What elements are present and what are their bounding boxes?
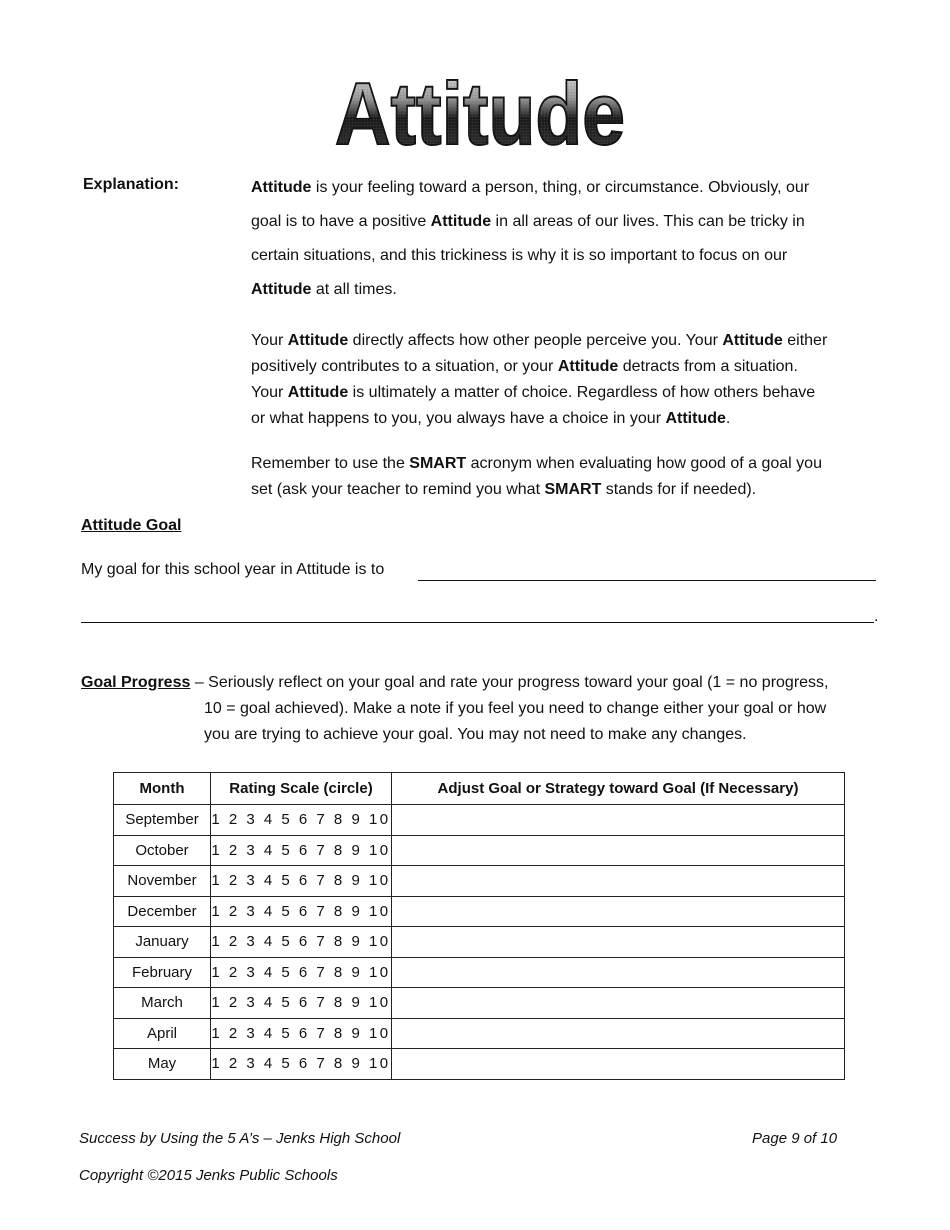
bold-term: Attitude [430,213,492,230]
goal-progress-line-3: you are trying to achieve your goal. You may not need to make any changes. [204,726,747,743]
paragraph-line [251,354,891,380]
header-rating-scale: Rating Scale (circle) [211,773,392,805]
paragraph-line [251,328,891,354]
rating-scale-cell[interactable]: 1 2 3 4 5 6 7 8 9 10 [211,805,392,836]
text-run: stands for if needed). [601,481,757,498]
month-cell: December [114,896,211,927]
rating-scale-cell[interactable]: 1 2 3 4 5 6 7 8 9 10 [211,866,392,897]
explanation-paragraph-3 [251,451,891,503]
text-run: positively contributes to a situation, or your [251,358,558,375]
rating-scale-cell[interactable]: 1 2 3 4 5 6 7 8 9 10 [211,957,392,988]
goal-answer-line-1[interactable] [418,580,876,581]
explanation-paragraph-2 [251,328,891,432]
text-run: or what happens to you, you always have a choice in your [251,410,666,427]
footer-copyright: Copyright ©2015 Jenks Public Schools [79,1167,338,1184]
text-run: set (ask your teacher to remind you what [251,481,545,498]
bold-term: Attitude [287,384,349,401]
table-row [114,866,845,897]
rating-table [113,772,845,1080]
goal-progress-line-2: 10 = goal achieved). Make a note if you feel you need to change either your goal or how [204,700,827,717]
explanation-paragraph-1 [251,171,891,307]
table-row [114,988,845,1019]
header-month: Month [114,773,211,805]
goal-end-mark: . [874,608,879,625]
adjust-goal-cell[interactable] [392,896,845,927]
bold-term: Attitude [557,358,619,375]
goal-progress-line-1: – Seriously reflect on your goal and rate your progress toward your goal (1 = no progress, [190,674,829,691]
table-row [114,1049,845,1080]
adjust-goal-cell[interactable] [392,1018,845,1049]
bold-term: Attitude [287,332,349,349]
paragraph-line [251,171,891,205]
rating-scale-cell[interactable]: 1 2 3 4 5 6 7 8 9 10 [211,835,392,866]
goal-heading: Attitude Goal [81,517,182,534]
title-wordart [330,52,630,162]
adjust-goal-cell[interactable] [392,866,845,897]
rating-scale-cell[interactable]: 1 2 3 4 5 6 7 8 9 10 [211,1049,392,1080]
bold-term: SMART [409,455,467,472]
paragraph-line [251,406,891,432]
goal-progress-instructions [81,670,891,748]
table-header-row [114,773,845,805]
footer-page-number: Page 9 of 10 [752,1130,838,1147]
text-run: acronym when evaluating how good of a goal you [466,455,822,472]
table-row [114,957,845,988]
title-graphic [330,52,630,162]
text-run: at all times. [311,281,397,298]
month-cell: November [114,866,211,897]
table-row [114,805,845,836]
table-row [114,927,845,958]
month-cell: May [114,1049,211,1080]
paragraph-line [251,273,891,307]
month-cell: April [114,1018,211,1049]
text-run: detracts from a situation. [618,358,798,375]
header-adjust-goal: Adjust Goal or Strategy toward Goal (If Necessary) [392,773,845,805]
paragraph-line [251,380,891,406]
title-text-texture: Attitude [335,64,625,162]
text-run: either [782,332,828,349]
month-cell: March [114,988,211,1019]
bold-term: Attitude [665,410,726,427]
paragraph-line [251,239,891,273]
rating-scale-cell[interactable]: 1 2 3 4 5 6 7 8 9 10 [211,927,392,958]
month-cell: January [114,927,211,958]
table-row [114,896,845,927]
table-row [114,1018,845,1049]
bold-term: Attitude [251,281,312,298]
text-run: is your feeling toward a person, thing, or circumstance. Obviously, our [311,179,810,196]
goal-answer-line-2[interactable] [81,622,874,623]
rating-scale-cell[interactable]: 1 2 3 4 5 6 7 8 9 10 [211,896,392,927]
bold-term: SMART [544,481,602,498]
adjust-goal-cell[interactable] [392,988,845,1019]
text-run: directly affects how other people perceive you. Your [348,332,723,349]
text-run: in all areas of our lives. This can be tricky in [491,213,805,230]
text-run: certain situations, and this trickiness is why it is so important to focus on our [251,247,788,264]
explanation-label: Explanation: [83,176,180,193]
adjust-goal-cell[interactable] [392,835,845,866]
text-run: Your [251,332,288,349]
rating-scale-cell[interactable]: 1 2 3 4 5 6 7 8 9 10 [211,988,392,1019]
goal-progress-label: Goal Progress [81,674,191,691]
month-cell: February [114,957,211,988]
text-run: Your [251,384,288,401]
adjust-goal-cell[interactable] [392,805,845,836]
rating-scale-cell[interactable]: 1 2 3 4 5 6 7 8 9 10 [211,1018,392,1049]
bold-term: Attitude [722,332,783,349]
month-cell: September [114,805,211,836]
paragraph-line [251,451,891,477]
adjust-goal-cell[interactable] [392,927,845,958]
month-cell: October [114,835,211,866]
text-run: Remember to use the [251,455,410,472]
title-text: Attitude [335,64,625,162]
text-run: goal is to have a positive [251,213,431,230]
footer-title: Success by Using the 5 A’s – Jenks High School [79,1130,401,1147]
adjust-goal-cell[interactable] [392,1049,845,1080]
adjust-goal-cell[interactable] [392,957,845,988]
paragraph-line [251,477,891,503]
text-run: is ultimately a matter of choice. Regardless of how others behave [348,384,816,401]
paragraph-line [251,205,891,239]
goal-prompt: My goal for this school year in Attitude is to [81,561,385,578]
text-run: . [725,410,731,427]
table-row [114,835,845,866]
bold-term: Attitude [251,179,312,196]
